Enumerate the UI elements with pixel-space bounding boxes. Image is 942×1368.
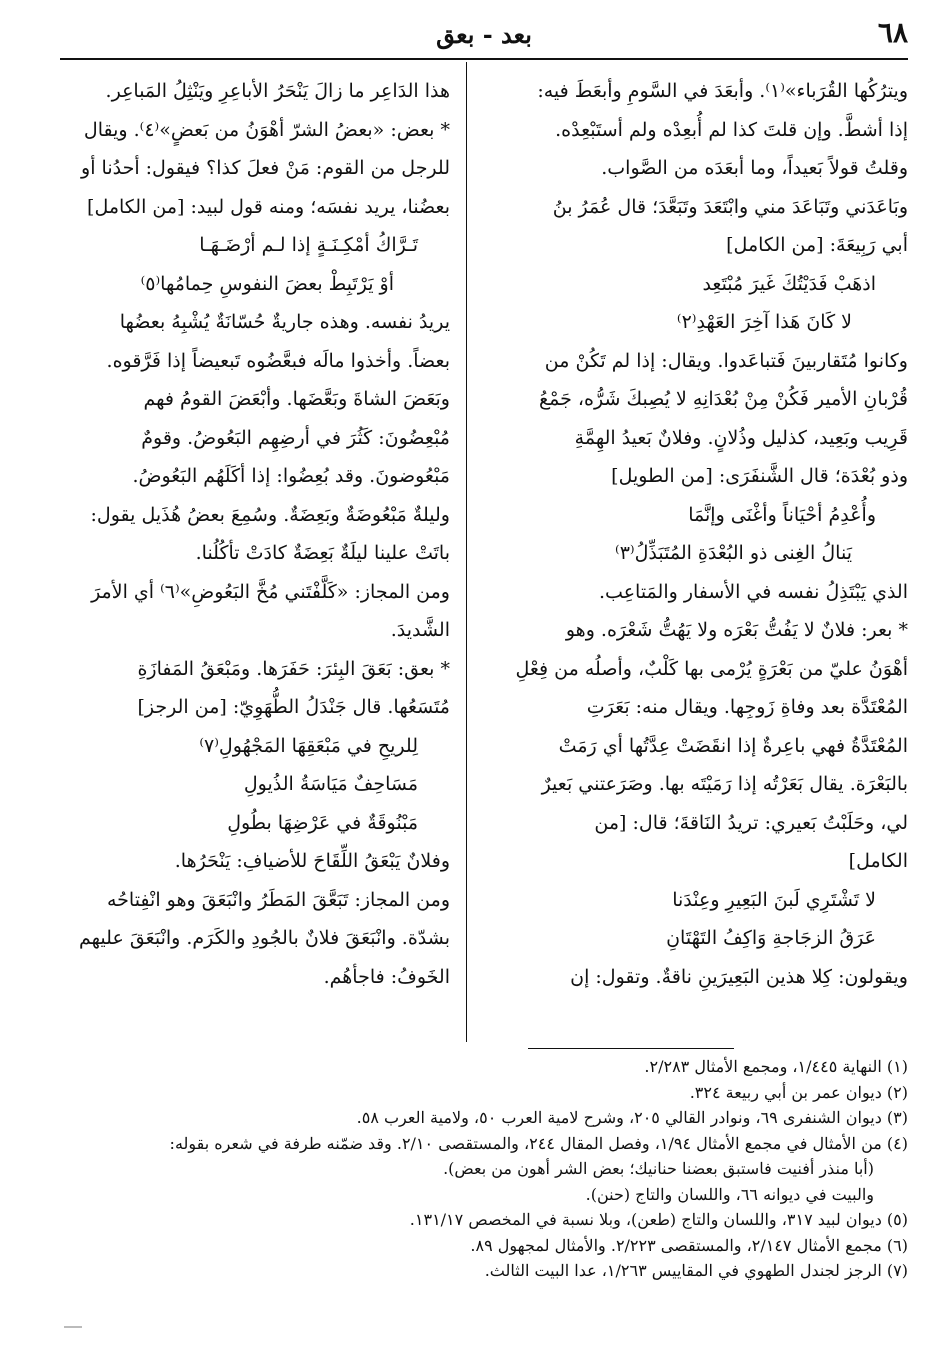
verse-line: يَنالُ الغِنى ذو البُعْدَةِ المُتَبَذِّلُ⁽٣⁾: [615, 542, 852, 564]
verse-line: أوْ يَرْتَبِطْ بعضَ النفوسِ حِمامُها⁽٥⁾: [140, 272, 394, 295]
text-line: وفلانٌ يَبْعَقُ اللِّقَاحَ للأضيافِ: يَنْحَرُها.: [174, 850, 450, 872]
verse-line: وأُعْدِمُ أحْيَاناً وأغْنَى وإنَّمَا: [688, 503, 876, 526]
footnote: (٢) ديوان عمر بن أبي ربيعة ٣٢٤.: [689, 1082, 908, 1102]
verse-line: مَسَاحِفٌ مَيَاسَةُ الذُيولِ: [243, 773, 418, 795]
text-line: باتَتْ علينا ليلَةٌ بَعِضَةٌ كادَتْ تأكُلُنا.: [195, 542, 450, 564]
verse-line: تَـرَّاكُ أمْكِـنَـةٍ إذا لـم أرْضَـهَـا: [199, 234, 418, 256]
text-line: أهْوَنُ عليّ من بَعْرَةٍ يُرْمى بها كَلْبٌ، وأصلُه من فِعْلِ: [515, 657, 908, 680]
verse-line: لا تَشْتَرِي لَبنَ البَعِيرِ وعِنْدَنا: [672, 888, 876, 911]
text-line: وليلةٌ مَبْعُوضَةٌ وبَعِضَةٌ. وسُمِعَ بعضُ هُذَيل يقول:: [90, 503, 450, 526]
text-line: وذو بُعْدَة؛ قال الشَّنفَرَى: [من الطويل]: [611, 465, 908, 487]
text-line: للرجل من القوم: مَنْ فعلَ كذا؟ فيقول: أحدُنا أو: [81, 157, 450, 179]
entry-line: * بعر: فلانٌ لا يَفُتُّ بَعْرَه ولا يَهُتُّ شَعْرَه. وهو: [565, 619, 908, 641]
text-line: بالبَعْرَة. يقال بَعَرْتُه إذا رَمَيْتَه بها. وصَرَعتني بَعيرٌ: [541, 773, 908, 795]
footnote: (٦) مجمع الأمثال ٢/١٤٧، والمستقصى ٢/٢٢٣. والأمثال لمجهول ٨٩.: [470, 1235, 908, 1255]
text-line: وقلتُ قولاً بَعيداً، وما أبعَدَه من الصَّواب.: [601, 157, 908, 179]
entry-line: * بعض: «بعضُ الشرّ أهْوَنُ من بَعضٍ»⁽٤⁾. ويقال: [83, 118, 450, 141]
text-line: ومن المجاز: تَبَعَّقَ المَطَرُ وانْبَعَقَ وهو انْفِتاحُه: [106, 888, 450, 911]
page-number: ٦٨: [877, 16, 908, 49]
text-line: هذا الدَاعِر ما زالَ يَنْحَرُ الأباعِرِ ويَنْثِلُ المَباعِر.: [105, 80, 450, 102]
scan-mark: [64, 1326, 82, 1328]
column-divider: [466, 62, 467, 1042]
text-line: بعضاً. وأخذوا مالَه فبعَّضُوه تَبعيضاً إذا فَرَّقوه.: [106, 349, 450, 372]
text-line: ويترُكُها القُرَباء»⁽١⁾. وأبعَدَ في السَّومِ وأبعَطَ فيه:: [537, 80, 908, 102]
verse-line: لا كَانَ هَذا آخِرَ العَهْدِ⁽٢⁾: [676, 311, 852, 333]
verse-line: اذهَبْ فَدَيْتُكَ غَيرَ مُبْتَعِد: [702, 272, 876, 295]
text-line: أبي رَبِيعَةَ: [من الكامل]: [726, 234, 908, 256]
left-column: [52, 72, 450, 1052]
text-line: الشَّديدَ.: [390, 619, 450, 641]
footnote: (٣) ديوان الشنفرى ٦٩، ونوادر القالي ٢٠٥، وشرح لامية العرب ٥٠، ولامية العرب ٥٨.: [356, 1108, 908, 1127]
text-line: المُعْتَدَّة بعد وفاةِ زَوجِها. ويقال منه: بَعَرَتِ: [586, 696, 908, 718]
text-line: بشدّة. وانْبَعَقَ فلانٌ بالجُودِ والكَرَم. وانْبَعَقَ عليهم: [79, 927, 450, 949]
text-line: وكانوا مُتَقاربينَ فَتباعَدوا. ويقال: إذا لم تَكُنْ من: [544, 349, 908, 372]
footnote-rule: [528, 1048, 734, 1049]
footnote: (٧) الرجز لجندل الطهوي في المقاييس ١/٢٦٣، عدا البيت الثالث.: [484, 1261, 908, 1280]
page-header: [60, 14, 908, 58]
header-rule: [60, 58, 908, 60]
text-line: الكامل]: [848, 850, 908, 872]
text-line: ويقولون: كِلا هذين البَعِيرَينِ ناقةٌ. وتقول: إن: [570, 965, 908, 988]
text-line: المُعْتَدَّةُ فهي باعِرةٌ إذا انقَضَتْ عِدَّتُها أي رَمَتْ: [558, 734, 908, 757]
text-line: ومن المجاز: «كَلَّفْتَني مُخَّ البَعُوضِ»⁽٦⁾ أي الأمرَ: [91, 580, 450, 603]
footnote: (١) النهاية ١/٤٤٥، ومجمع الأمثال ٢/٢٨٣.: [644, 1057, 908, 1076]
text-line: مُتَسَعُها. قال جَنْدَلُ الطُّهَوِيّ: [من الرجز]: [137, 696, 450, 718]
text-line: الذي يَبْتَذِلُ نفسه في الأسفار والمَتاعِب.: [599, 580, 908, 603]
text-line: إذا أشطَّ. وإن قلتَ كذا لم أُبعِدْه ولم أستَبْعِدْه.: [555, 118, 908, 141]
footnote-verse: (أبا منذر أفنيت فاستبق بعضنا حنانيك؛ بعض الشر أهون من بعض).: [443, 1159, 874, 1178]
text-line: بعضُنا، يريد نفسَه؛ ومنه قول لبيد: [من الكامل]: [87, 195, 450, 218]
verse-line: لِلريحِ في مَبْعَقِهَا المَجْهُولِ⁽٧⁾: [199, 734, 418, 757]
text-line: مَبْعُوضونَ. وقد بُعِضُوا: إذا أكَلَهُم البَعُوضُ.: [132, 465, 450, 487]
footnotes: [52, 1054, 908, 1284]
text-line: الخَوفُ: فاجأهُم.: [323, 965, 450, 988]
verse-line: مَبْنُوقَةٌ في عَرْضِهَا بطُولِ: [227, 811, 418, 834]
footnote: (٥) ديوان لبيد ٣١٧، واللسان والتاج (طعن)، وبلا نسبة في المخصص ١٣١/١٧.: [409, 1210, 908, 1229]
text-line: لي، وحَلَبْتُ بَعيري: تريدُ النَاقةَ؛ قال: [من: [594, 811, 908, 834]
verse-line: عَرَقُ الزجَاجةِ وَاكِفُ التَهْتَانِ: [666, 927, 876, 949]
footnote: (٤) من الأمثال في مجمع الأمثال ١/٩٤، وفصل المقال ٢٤٤، والمستقصى ٢/١٠. وقد ضمّنه طرفة في شعره بقوله:: [169, 1133, 908, 1153]
right-column: [510, 72, 908, 1052]
text-line: قَرِيب وبَعِيد، كذليل وذُلانٍ. وفلانٌ بَعيدُ الهِمَّةِ: [574, 426, 908, 449]
text-line: يريدُ نفسه. وهذه جاريةٌ حُسّانَةٌ يُشْبِهُ بعضُها: [119, 311, 450, 333]
text-line: وبَاعَدَني وتَبَاعَدَ مني وابْتَعَدَ وتَبَعَّدَ؛ قال عُمَرُ بنُ: [552, 195, 908, 218]
entry-line: * بعق: بَعَقَ البِئرَ: حَفَرَها. ومَبْعَقُ المَفازَةِ: [137, 657, 450, 680]
footnote-continuation: والبيت في ديوانه ٦٦، واللسان والتاج (حنن).: [585, 1184, 874, 1204]
running-title: بعد - بعق: [436, 20, 532, 49]
text-line: قُرْبانِ الأمير فَكُنْ مِنْ بُعْدَانِهِ لا يُصِبكَ شَرُّه، جَمْعُ: [539, 388, 908, 410]
text-line: وبَعَضَ الشاةَ وبَعَّضَها. وأبْعَضَ القومُ فهم: [143, 388, 450, 410]
text-line: مُبْعِضُونَ: كَثُرَ في أرضِهِم البَعُوضُ. وقومٌ: [141, 426, 450, 449]
